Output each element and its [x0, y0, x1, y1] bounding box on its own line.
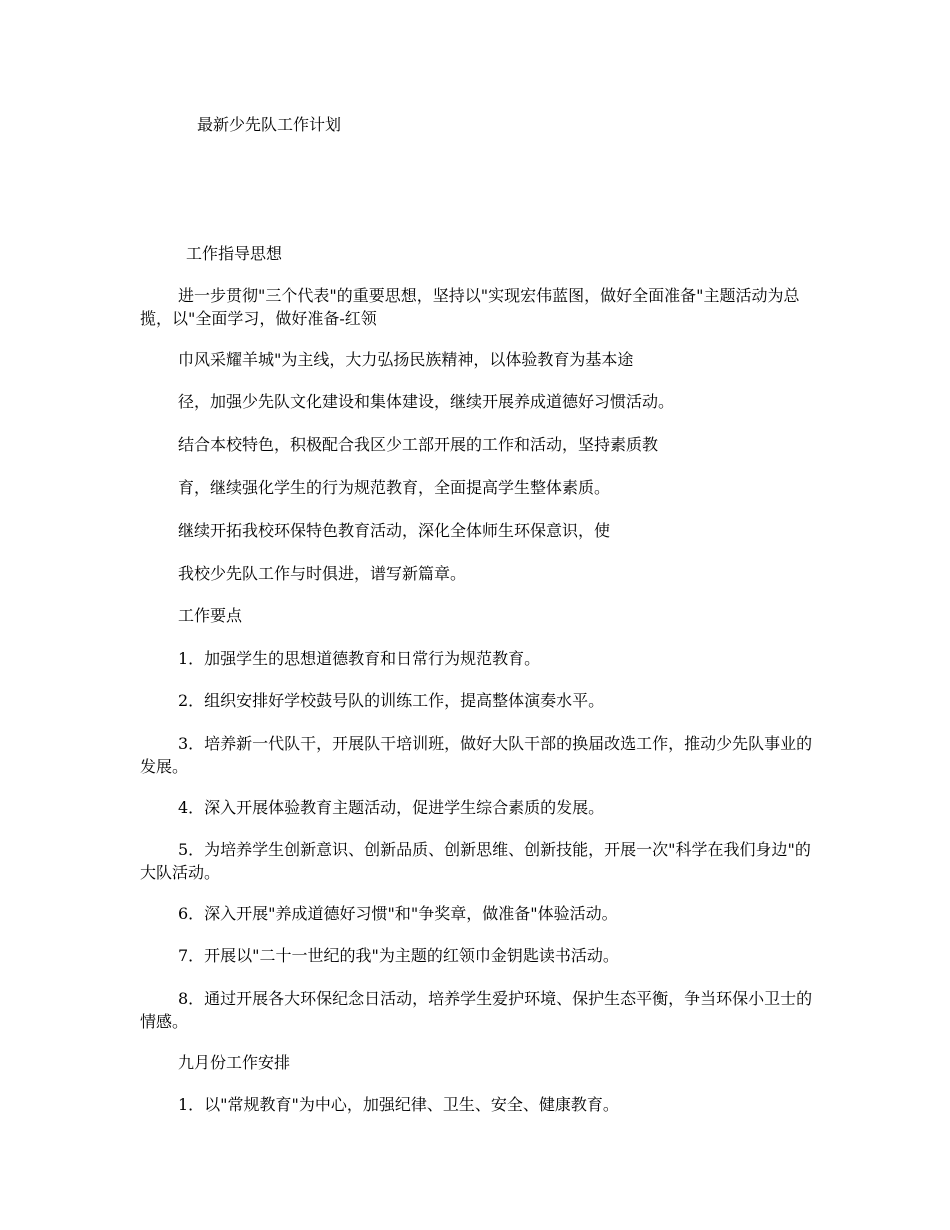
- paragraph: 继续开拓我校环保特色教育活动，深化全体师生环保意识，使: [178, 521, 611, 540]
- paragraph: 结合本校特色，积极配合我区少工部开展的工作和活动，坚持素质教: [178, 435, 659, 454]
- paragraph: 育，继续强化学生的行为规范教育，全面提高学生整体素质。: [178, 478, 611, 497]
- list-item: 7．开展以"二十一世纪的我"为主题的红领巾金钥匙读书活动。: [178, 946, 619, 965]
- paragraph: 径，加强少先队文化建设和集体建设，继续开展养成道德好习惯活动。: [178, 392, 675, 411]
- list-item: 3．培养新一代队干，开展队干培训班，做好大队干部的换届改选工作，推动少先队事业的发展。: [140, 734, 813, 776]
- section-heading-guiding-ideology: 工作指导思想: [186, 244, 283, 263]
- list-item: 5．为培养学生创新意识、创新品质、创新思维、创新技能，开展一次"科学在我们身边"的大队活动。: [140, 840, 811, 882]
- list-item: 8．通过开展各大环保纪念日活动，培养学生爱护环境、保护生态平衡，争当环保小卫士的情感。: [140, 989, 813, 1031]
- paragraph: 巾风采耀羊城"为主线，大力弘扬民族精神，以体验教育为基本途: [178, 350, 634, 369]
- paragraph: 我校少先队工作与时俱进，谱写新篇章。: [178, 564, 467, 583]
- section-heading-september-plan: 九月份工作安排: [178, 1053, 291, 1072]
- list-item: 1．以"常规教育"为中心，加强纪律、卫生、安全、健康教育。: [178, 1095, 619, 1114]
- list-item: 2．组织安排好学校鼓号队的训练工作，提高整体演奏水平。: [178, 691, 605, 710]
- list-item: 6．深入开展"养成道德好习惯"和"争奖章，做准备"体验活动。: [178, 904, 618, 923]
- list-item: 1．加强学生的思想道德教育和日常行为规范教育。: [178, 649, 541, 668]
- document-title: 最新少先队工作计划: [197, 115, 342, 134]
- paragraph: 进一步贯彻"三个代表"的重要思想，坚持以"实现宏伟蓝图，做好全面准备"主题活动为总揽，以"全面学习，做好准备-红领: [140, 286, 800, 328]
- section-heading-key-points: 工作要点: [178, 606, 243, 625]
- list-item: 4．深入开展体验教育主题活动，促进学生综合素质的发展。: [178, 798, 605, 817]
